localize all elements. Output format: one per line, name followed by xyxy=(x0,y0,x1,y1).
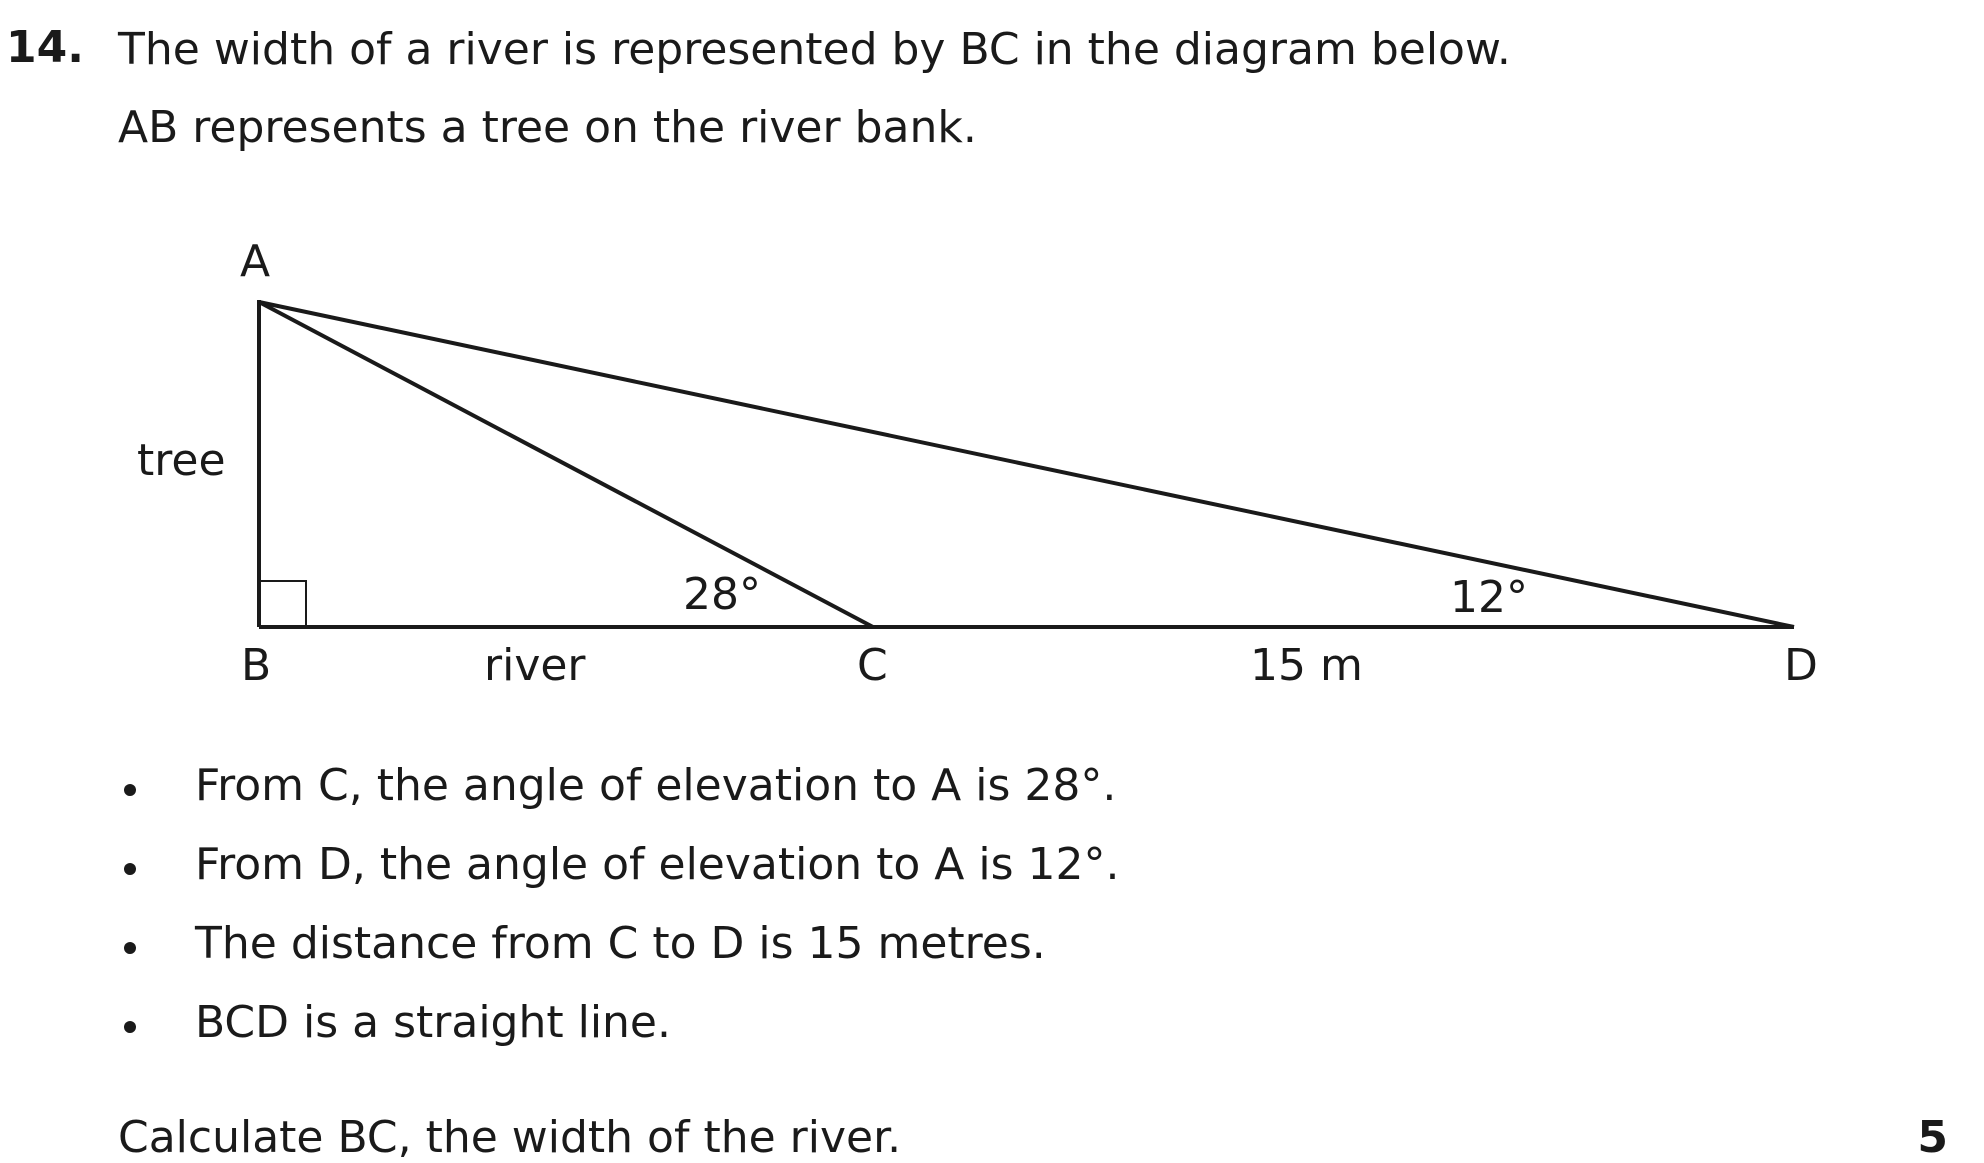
label-angle-d: 12° xyxy=(1450,572,1528,623)
question-text-line-2: AB represents a tree on the river bank. xyxy=(118,102,977,153)
label-river: river xyxy=(484,640,586,691)
bullet-icon xyxy=(124,784,136,796)
label-angle-c: 28° xyxy=(683,569,761,620)
label-tree: tree xyxy=(137,435,226,486)
line-ad xyxy=(259,302,1794,627)
label-point-b: B xyxy=(241,640,272,691)
bullet-icon xyxy=(124,1021,136,1033)
right-angle-marker xyxy=(259,581,306,627)
bullet-icon xyxy=(124,942,136,954)
label-distance-cd: 15 m xyxy=(1250,640,1363,691)
bullet-text: The distance from C to D is 15 metres. xyxy=(195,918,1046,969)
label-point-d: D xyxy=(1784,640,1818,691)
question-text-line-1: The width of a river is represented by BC in the diagram below. xyxy=(118,24,1511,75)
label-point-a: A xyxy=(240,236,271,287)
label-point-c: C xyxy=(857,640,888,691)
bullet-text: From D, the angle of elevation to A is 12°. xyxy=(195,839,1120,890)
task-instruction: Calculate BC, the width of the river. xyxy=(118,1112,902,1163)
marks-allocation: 5 xyxy=(1917,1112,1948,1163)
bullet-text: BCD is a straight line. xyxy=(195,997,671,1048)
bullet-text: From C, the angle of elevation to A is 28°. xyxy=(195,760,1117,811)
bullet-icon xyxy=(124,863,136,875)
line-ac xyxy=(259,302,873,627)
question-number: 14. xyxy=(6,22,84,73)
